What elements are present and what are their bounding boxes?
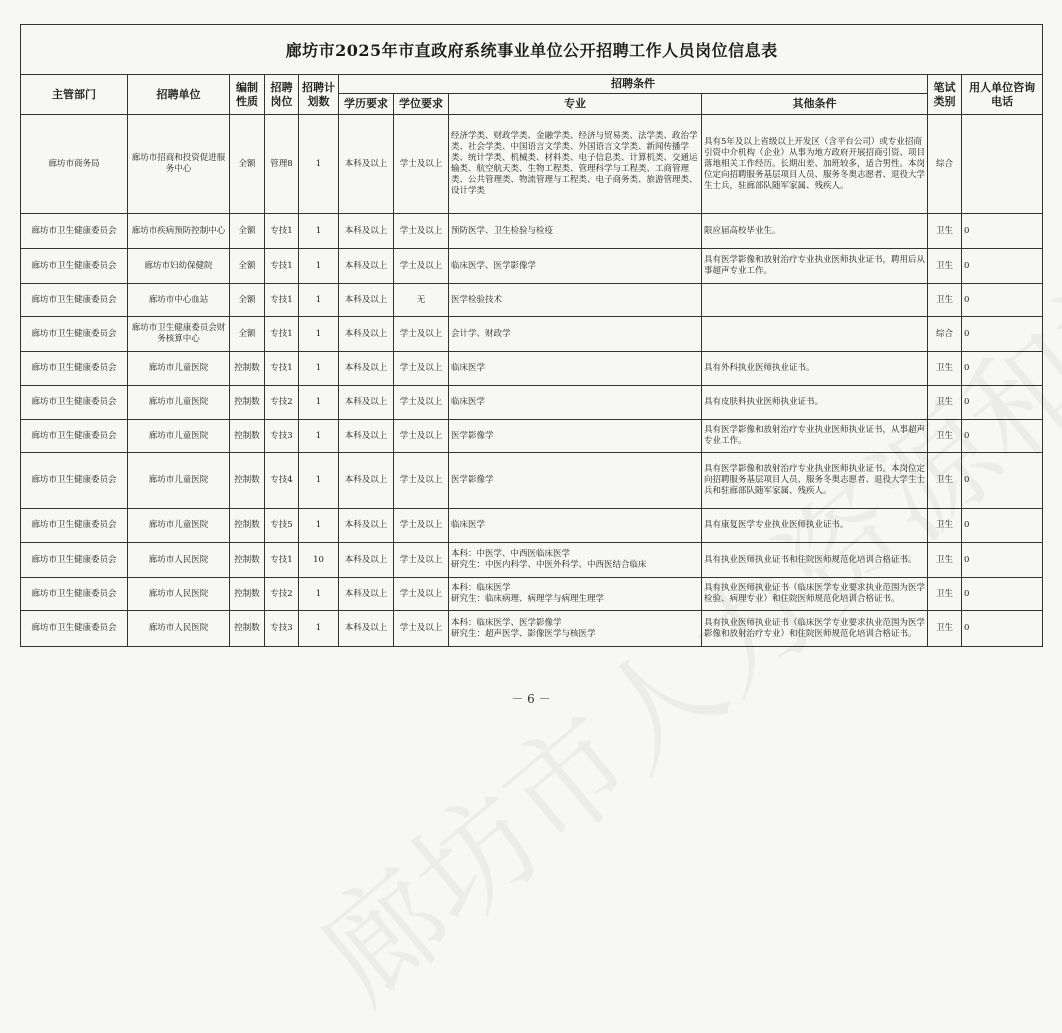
row-post: 专技1 — [265, 543, 299, 578]
row-degree: 学士及以上 — [394, 509, 449, 543]
row-degree: 学士及以上 — [394, 352, 449, 386]
row-unit: 廊坊市中心血站 — [128, 284, 230, 317]
row-count: 1 — [299, 115, 339, 214]
row-degree: 学士及以上 — [394, 386, 449, 420]
row-unit: 廊坊市儿童医院 — [128, 509, 230, 543]
row-unit: 廊坊市人民医院 — [128, 543, 230, 578]
header-degree: 学位要求 — [394, 94, 449, 115]
table-row — [21, 214, 1043, 249]
row-type: 控制数 — [230, 352, 265, 386]
row-post: 专技1 — [265, 214, 299, 249]
row-unit: 廊坊市人民医院 — [128, 611, 230, 647]
row-unit: 廊坊市招商和投资促进服务中心 — [128, 115, 230, 214]
row-dept: 廊坊市卫生健康委员会 — [21, 284, 128, 317]
row-other: 具有执业医师执业证书和住院医师规范化培训合格证书。 — [702, 543, 928, 578]
header-unit: 招聘单位 — [128, 75, 230, 115]
row-degree: 学士及以上 — [394, 543, 449, 578]
table-row — [21, 420, 1043, 453]
row-type: 控制数 — [230, 386, 265, 420]
header-phone: 用人单位咨询电话 — [962, 75, 1043, 115]
row-post: 专技2 — [265, 386, 299, 420]
row-dept: 廊坊市卫生健康委员会 — [21, 578, 128, 611]
row-count: 1 — [299, 453, 339, 509]
row-type: 全额 — [230, 284, 265, 317]
page-number: － 6 － — [511, 692, 551, 706]
row-major: 临床医学 — [449, 386, 702, 420]
row-exam: 卫生 — [928, 420, 962, 453]
row-major: 预防医学、卫生检验与检疫 — [449, 214, 702, 249]
row-other: 具有执业医师执业证书（临床医学专业要求执业范围为医学影像和放射治疗专业）和住院医师规范化培训合格证书。 — [702, 611, 928, 647]
row-edu: 本科及以上 — [339, 611, 394, 647]
row-unit: 廊坊市妇幼保健院 — [128, 249, 230, 284]
row-other: 具有医学影像和放射治疗专业执业医师执业证书。本岗位定向招聘服务基层项目人员、服务冬奥志愿者、退役大学生士兵和驻廊部队随军家属、残疾人。 — [702, 453, 928, 509]
row-type: 全额 — [230, 214, 265, 249]
row-post: 专技4 — [265, 453, 299, 509]
header-major: 专业 — [449, 94, 702, 115]
row-count: 1 — [299, 611, 339, 647]
header-conditions: 招聘条件 — [339, 75, 928, 94]
row-major: 经济学类、财政学类、金融学类、经济与贸易类、法学类、政治学类、社会学类、中国语言文学类、外国语言文学类、新闻传播学类、统计学类、机械类、材料类、电子信息类、计算机类、交通运输类、航空航天类、生物工程类、管理科学与工程类、工商管理类、公共管理类、物流管理与工程类、电子商务类、旅游管理类、设计学类 — [449, 115, 702, 214]
row-phone: 0 — [962, 420, 1043, 453]
row-unit: 廊坊市儿童医院 — [128, 352, 230, 386]
row-post: 专技3 — [265, 611, 299, 647]
row-post: 专技1 — [265, 284, 299, 317]
row-phone: 0 — [962, 352, 1043, 386]
row-count: 1 — [299, 249, 339, 284]
row-dept: 廊坊市卫生健康委员会 — [21, 249, 128, 284]
header-type: 编制性质 — [230, 75, 265, 115]
row-count: 1 — [299, 578, 339, 611]
row-edu: 本科及以上 — [339, 386, 394, 420]
row-dept: 廊坊市卫生健康委员会 — [21, 509, 128, 543]
row-major: 医学检验技术 — [449, 284, 702, 317]
row-major: 临床医学 — [449, 352, 702, 386]
row-degree: 学士及以上 — [394, 578, 449, 611]
row-other: 限应届高校毕业生。 — [702, 214, 928, 249]
job-info-table — [20, 24, 1043, 647]
row-count: 1 — [299, 509, 339, 543]
row-count: 1 — [299, 214, 339, 249]
row-edu: 本科及以上 — [339, 317, 394, 352]
row-dept: 廊坊市卫生健康委员会 — [21, 453, 128, 509]
row-phone: 0 — [962, 578, 1043, 611]
row-other: 具有5年及以上省级以上开发区（含平台公司）或专业招商引资中介机构（企业）从事为地方政府开展招商引资、项目落地相关工作经历。长期出差、加班较多，适合男性。本岗位定向招聘服务基层项目人员、服务冬奥志愿者、退役大学生士兵，驻廊部队随军家属、残疾人。 — [702, 115, 928, 214]
row-count: 10 — [299, 543, 339, 578]
row-type: 全额 — [230, 249, 265, 284]
table-row — [21, 317, 1043, 352]
row-other — [702, 284, 928, 317]
row-phone: 0 — [962, 214, 1043, 249]
row-type: 控制数 — [230, 543, 265, 578]
row-edu: 本科及以上 — [339, 214, 394, 249]
row-unit: 廊坊市卫生健康委员会财务核算中心 — [128, 317, 230, 352]
row-dept: 廊坊市卫生健康委员会 — [21, 420, 128, 453]
row-major: 会计学、财政学 — [449, 317, 702, 352]
row-phone: 0 — [962, 509, 1043, 543]
row-dept: 廊坊市卫生健康委员会 — [21, 352, 128, 386]
row-count: 1 — [299, 420, 339, 453]
row-phone: 0 — [962, 317, 1043, 352]
row-other: 具有医学影像和放射治疗专业执业医师执业证书，聘用后从事超声专业工作。 — [702, 249, 928, 284]
row-degree: 学士及以上 — [394, 611, 449, 647]
header-edu: 学历要求 — [339, 94, 394, 115]
row-major: 医学影像学 — [449, 420, 702, 453]
row-degree: 无 — [394, 284, 449, 317]
row-dept: 廊坊市卫生健康委员会 — [21, 214, 128, 249]
row-other: 具有执业医师执业证书（临床医学专业要求执业范围为医学检验、病理专业）和住院医师规范化培训合格证书。 — [702, 578, 928, 611]
row-other: 具有外科执业医师执业证书。 — [702, 352, 928, 386]
row-phone — [962, 115, 1043, 214]
row-count: 1 — [299, 352, 339, 386]
row-edu: 本科及以上 — [339, 420, 394, 453]
row-major: 临床医学 — [449, 509, 702, 543]
row-exam: 卫生 — [928, 509, 962, 543]
row-degree: 学士及以上 — [394, 317, 449, 352]
row-major: 医学影像学 — [449, 453, 702, 509]
table-row — [21, 352, 1043, 386]
row-exam: 卫生 — [928, 284, 962, 317]
row-edu: 本科及以上 — [339, 249, 394, 284]
row-exam: 卫生 — [928, 578, 962, 611]
header-exam: 笔试类别 — [928, 75, 962, 115]
row-count: 1 — [299, 386, 339, 420]
row-major: 本科：临床医学、医学影像学 研究生：超声医学、影像医学与核医学 — [449, 611, 702, 647]
row-degree: 学士及以上 — [394, 453, 449, 509]
row-exam: 卫生 — [928, 453, 962, 509]
row-post: 管理8 — [265, 115, 299, 214]
row-unit: 廊坊市疾病预防控制中心 — [128, 214, 230, 249]
row-dept: 廊坊市卫生健康委员会 — [21, 543, 128, 578]
row-unit: 廊坊市儿童医院 — [128, 420, 230, 453]
row-unit: 廊坊市儿童医院 — [128, 453, 230, 509]
header-dept: 主管部门 — [21, 75, 128, 115]
row-edu: 本科及以上 — [339, 115, 394, 214]
table-row — [21, 249, 1043, 284]
row-exam: 综合 — [928, 115, 962, 214]
row-type: 全额 — [230, 317, 265, 352]
row-post: 专技1 — [265, 317, 299, 352]
row-post: 专技1 — [265, 352, 299, 386]
row-exam: 卫生 — [928, 386, 962, 420]
header-post: 招聘岗位 — [265, 75, 299, 115]
row-major: 本科：中医学、中西医临床医学 研究生：中医内科学、中医外科学、中西医结合临床 — [449, 543, 702, 578]
page-title: 廊坊市2025年市直政府系统事业单位公开招聘工作人员岗位信息表 — [21, 25, 1043, 75]
row-phone: 0 — [962, 453, 1043, 509]
table-row — [21, 543, 1043, 578]
row-phone: 0 — [962, 249, 1043, 284]
row-dept: 廊坊市商务局 — [21, 115, 128, 214]
row-degree: 学士及以上 — [394, 115, 449, 214]
row-edu: 本科及以上 — [339, 509, 394, 543]
row-exam: 卫生 — [928, 214, 962, 249]
row-phone: 0 — [962, 611, 1043, 647]
row-exam: 卫生 — [928, 543, 962, 578]
row-degree: 学士及以上 — [394, 249, 449, 284]
row-phone: 0 — [962, 284, 1043, 317]
row-dept: 廊坊市卫生健康委员会 — [21, 611, 128, 647]
row-type: 控制数 — [230, 578, 265, 611]
row-edu: 本科及以上 — [339, 453, 394, 509]
row-exam: 综合 — [928, 317, 962, 352]
row-post: 专技5 — [265, 509, 299, 543]
row-post: 专技3 — [265, 420, 299, 453]
row-exam: 卫生 — [928, 352, 962, 386]
row-other — [702, 317, 928, 352]
row-exam: 卫生 — [928, 249, 962, 284]
table-row — [21, 509, 1043, 543]
row-dept: 廊坊市卫生健康委员会 — [21, 317, 128, 352]
row-type: 控制数 — [230, 453, 265, 509]
row-count: 1 — [299, 317, 339, 352]
row-post: 专技1 — [265, 249, 299, 284]
row-phone: 0 — [962, 543, 1043, 578]
row-type: 控制数 — [230, 611, 265, 647]
table-row — [21, 453, 1043, 509]
row-phone: 0 — [962, 386, 1043, 420]
row-edu: 本科及以上 — [339, 543, 394, 578]
row-degree: 学士及以上 — [394, 214, 449, 249]
row-other: 具有皮肤科执业医师执业证书。 — [702, 386, 928, 420]
row-unit: 廊坊市儿童医院 — [128, 386, 230, 420]
row-major: 本科：临床医学 研究生：临床病理、病理学与病理生理学 — [449, 578, 702, 611]
row-exam: 卫生 — [928, 611, 962, 647]
table-row — [21, 578, 1043, 611]
row-type: 全额 — [230, 115, 265, 214]
row-edu: 本科及以上 — [339, 578, 394, 611]
row-major: 临床医学、医学影像学 — [449, 249, 702, 284]
row-edu: 本科及以上 — [339, 284, 394, 317]
row-count: 1 — [299, 284, 339, 317]
row-post: 专技2 — [265, 578, 299, 611]
table-row — [21, 284, 1043, 317]
row-type: 控制数 — [230, 509, 265, 543]
table-row — [21, 115, 1043, 214]
row-other: 具有医学影像和放射治疗专业执业医师执业证书，从事超声专业工作。 — [702, 420, 928, 453]
table-row — [21, 386, 1043, 420]
header-count: 招聘计划数 — [299, 75, 339, 115]
header-other: 其他条件 — [702, 94, 928, 115]
table-row — [21, 611, 1043, 647]
row-unit: 廊坊市人民医院 — [128, 578, 230, 611]
row-edu: 本科及以上 — [339, 352, 394, 386]
row-type: 控制数 — [230, 420, 265, 453]
document-page — [20, 24, 1042, 647]
row-degree: 学士及以上 — [394, 420, 449, 453]
row-other: 具有康复医学专业执业医师执业证书。 — [702, 509, 928, 543]
row-dept: 廊坊市卫生健康委员会 — [21, 386, 128, 420]
